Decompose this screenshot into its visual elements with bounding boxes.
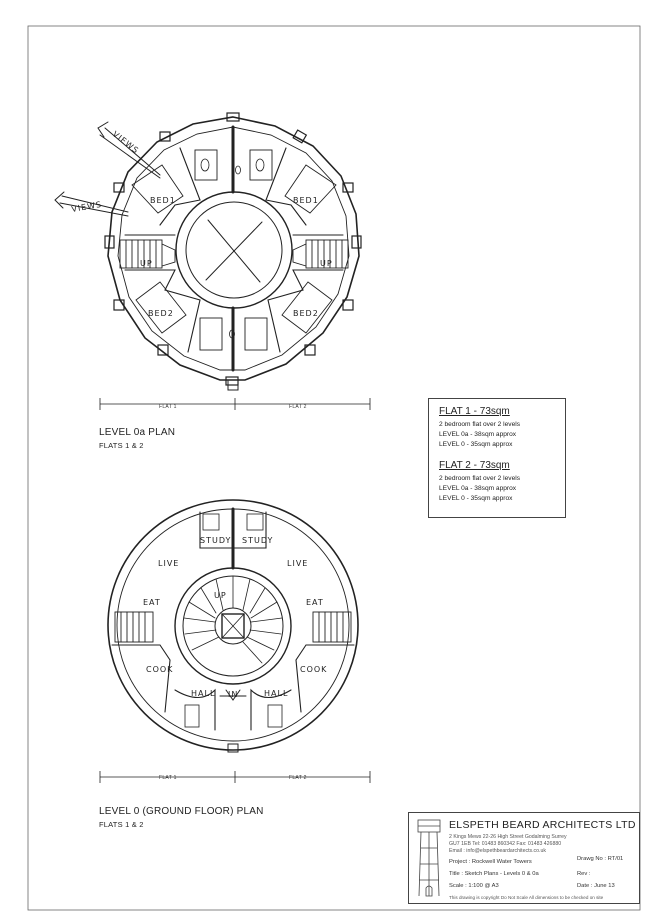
views-label-lower: VIEWS: [70, 199, 103, 214]
project-field: Project : Rockwell Water Towers: [449, 859, 532, 865]
firm-name: ELSPETH BEARD ARCHITECTS LTD: [449, 819, 636, 831]
views-label-upper: VIEWS: [110, 129, 141, 156]
flat-summary-box: [428, 398, 566, 518]
room-label-live-right: LIVE: [287, 559, 309, 568]
date-field: Date : June 13: [577, 883, 615, 889]
drawing-number-field: Drawg No : RT/01: [577, 856, 624, 862]
room-label-study-left: STUDY: [200, 536, 232, 545]
firm-address: 2 Kings Mews 22-26 High Street Godalming Surrey: [449, 834, 567, 840]
firm-phone: GU7 1EB Tel: 01483 860342 Fax: 01483 426880: [449, 841, 562, 847]
scale-field: Scale : 1:100 @ A3: [449, 883, 499, 889]
copyright-note: This drawing is copyright Do Not Scale All dimensions to be checked on site: [449, 895, 604, 900]
scale-label-flat2-level-0a: FLAT 2: [289, 404, 307, 410]
flat1-line: LEVEL 0a - 38sqm approx: [439, 431, 517, 438]
room-label-eat-left: EAT: [143, 598, 161, 607]
scale-bar-level-0a: [100, 398, 370, 410]
room-label-cook-left: COOK: [146, 665, 174, 674]
views-arrows: [55, 122, 160, 216]
revision-field: Rev :: [577, 871, 591, 877]
room-label-bed1-left: BED1: [150, 196, 176, 205]
firm-email: Email : info@elspethbeardarchitects.co.uk: [449, 848, 546, 854]
scale-bar-level-0: [100, 771, 370, 783]
central-void: [186, 202, 282, 298]
level-0-plan-drawing: [108, 500, 358, 752]
room-label-bed2-left: BED2: [148, 309, 174, 318]
room-label-hall-left: HALL: [191, 689, 216, 698]
flat1-heading: FLAT 1 - 73sqm: [439, 406, 510, 417]
scale-label-flat1-level-0a: FLAT 1: [159, 404, 177, 410]
stair-label-up: UP: [214, 591, 227, 600]
room-label-bed1-right: BED1: [293, 196, 319, 205]
flat1-line: 2 bedroom flat over 2 levels: [439, 421, 520, 428]
stair-left: [115, 612, 153, 642]
title-field: Title : Sketch Plans - Levels 0 & 0a: [449, 871, 539, 877]
flat2-line: LEVEL 0 - 35sqm approx: [439, 495, 513, 502]
room-label-bed2-right: BED2: [293, 309, 319, 318]
plan-title-level-0: LEVEL 0 (GROUND FLOOR) PLAN: [99, 806, 264, 817]
stair-label-up-right: UP: [320, 259, 333, 268]
room-label-eat-right: EAT: [306, 598, 324, 607]
title-block: [408, 812, 640, 904]
plan-subtitle-level-0: FLATS 1 & 2: [99, 820, 144, 829]
plan-title-level-0a: LEVEL 0a PLAN: [99, 427, 176, 438]
flat1-line: LEVEL 0 - 35sqm approx: [439, 441, 513, 448]
room-label-live-left: LIVE: [158, 559, 180, 568]
stair-label-up-left: UP: [140, 259, 153, 268]
flat2-line: LEVEL 0a - 38sqm approx: [439, 485, 517, 492]
room-label-hall-right: HALL: [264, 689, 289, 698]
entrance-label-in: IN: [228, 690, 239, 699]
scale-label-flat2-level-0: FLAT 2: [289, 775, 307, 781]
flat2-line: 2 bedroom flat over 2 levels: [439, 475, 520, 482]
room-label-cook-right: COOK: [300, 665, 328, 674]
stair-right: [313, 612, 351, 642]
plan-subtitle-level-0a: FLATS 1 & 2: [99, 441, 144, 450]
flat2-heading: FLAT 2 - 73sqm: [439, 460, 510, 471]
central-core: [176, 192, 292, 308]
room-label-study-right: STUDY: [242, 536, 274, 545]
level-0a-plan-drawing: [55, 113, 361, 390]
scale-label-flat1-level-0: FLAT 1: [159, 775, 177, 781]
